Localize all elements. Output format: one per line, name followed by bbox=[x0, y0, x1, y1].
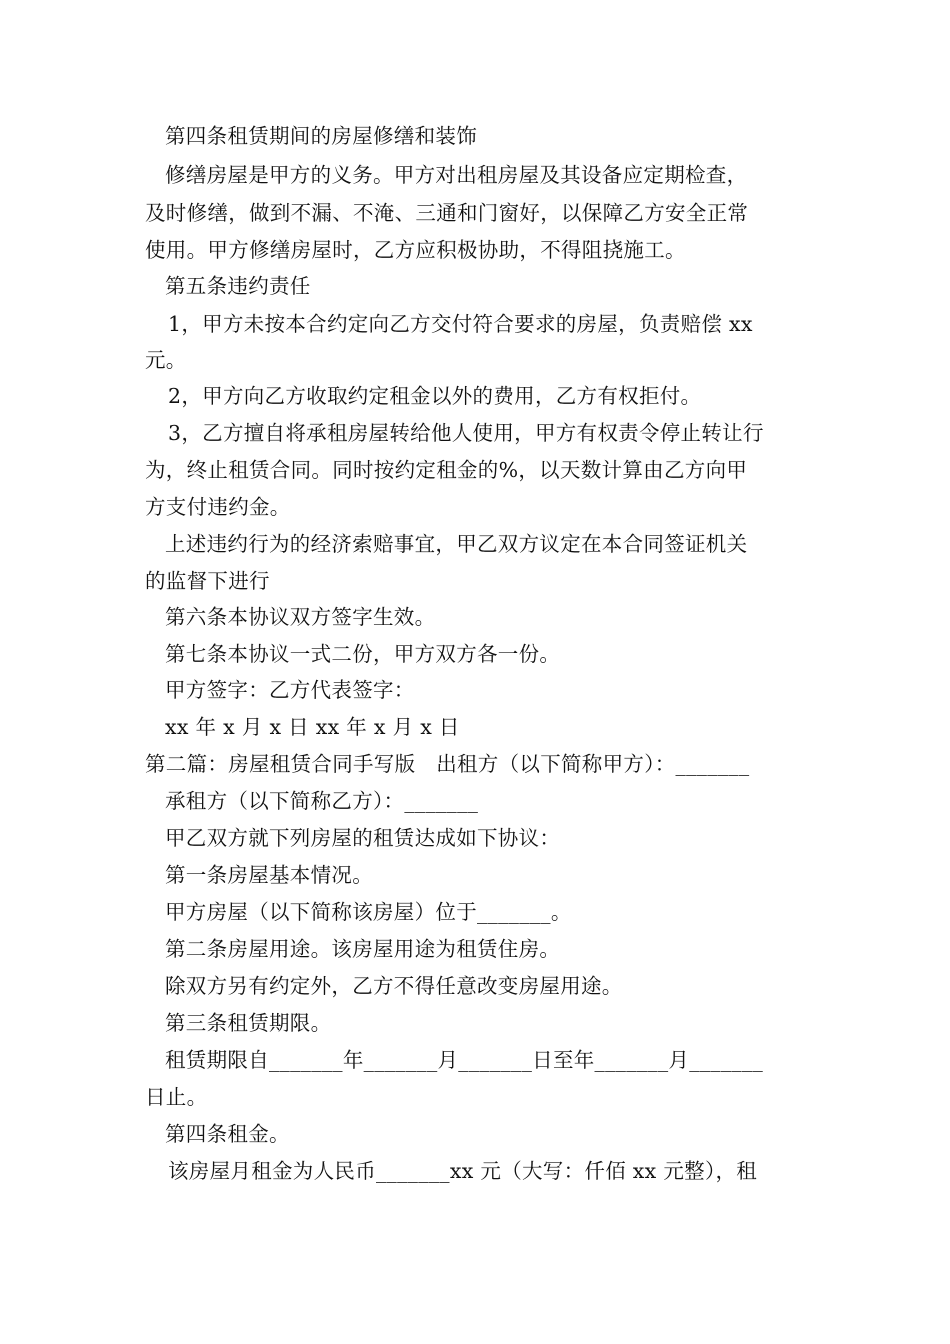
article-7-heading: 第七条本协议一式二份，甲方双方各一份。 bbox=[165, 642, 561, 666]
article-4-heading: 第四条租赁期间的房屋修缮和装饰 bbox=[165, 124, 477, 148]
paragraph-line: 1，甲方未按本合约定向乙方交付符合要求的房屋，负责赔偿 xx bbox=[168, 312, 753, 336]
paragraph-line: 甲方房屋（以下简称该房屋）位于_______。 bbox=[165, 900, 572, 924]
article-4-rent-heading: 第四条租金。 bbox=[165, 1122, 290, 1146]
date-line: xx 年 x 月 x 日 xx 年 x 月 x 日 bbox=[165, 715, 460, 739]
section-2-title: 第二篇：房屋租赁合同手写版 出租方（以下简称甲方）：_______ bbox=[145, 752, 750, 776]
signature-line: 甲方签字：乙方代表签字： bbox=[165, 678, 415, 702]
paragraph-line: 2，甲方向乙方收取约定租金以外的费用，乙方有权拒付。 bbox=[168, 384, 702, 408]
paragraph-line: 方支付违约金。 bbox=[145, 495, 291, 519]
paragraph-line: 日止。 bbox=[145, 1085, 208, 1109]
article-2-heading: 第二条房屋用途。该房屋用途为租赁住房。 bbox=[165, 937, 561, 961]
article-5-heading: 第五条违约责任 bbox=[165, 274, 311, 298]
paragraph-line: 该房屋月租金为人民币_______xx 元（大写：仟佰 xx 元整），租 bbox=[168, 1159, 758, 1183]
paragraph-line: 租赁期限自_______年_______月_______日至年_______月_______ bbox=[165, 1048, 764, 1072]
article-6-heading: 第六条本协议双方签字生效。 bbox=[165, 605, 436, 629]
paragraph-line: 3，乙方擅自将承租房屋转给他人使用，甲方有权责令停止转让行 bbox=[168, 421, 764, 445]
paragraph-line: 及时修缮，做到不漏、不淹、三通和门窗好，以保障乙方安全正常 bbox=[145, 201, 749, 225]
paragraph-line: 修缮房屋是甲方的义务。甲方对出租房屋及其设备应定期检查， bbox=[165, 163, 748, 187]
paragraph-line: 使用。甲方修缮房屋时，乙方应积极协助，不得阻挠施工。 bbox=[145, 238, 686, 262]
paragraph-line: 的监督下进行 bbox=[145, 569, 270, 593]
paragraph-line: 甲乙双方就下列房屋的租赁达成如下协议： bbox=[165, 826, 561, 850]
paragraph-line: 为，终止租赁合同。同时按约定租金的%，以天数计算由乙方向甲 bbox=[145, 458, 748, 482]
paragraph-line: 上述违约行为的经济索赔事宜，甲乙双方议定在本合同签证机关 bbox=[165, 532, 748, 556]
paragraph-line: 承租方（以下简称乙方）：_______ bbox=[165, 789, 479, 813]
paragraph-line: 元。 bbox=[145, 348, 187, 372]
paragraph-line: 除双方另有约定外，乙方不得任意改变房屋用途。 bbox=[165, 974, 623, 998]
article-3-heading: 第三条租赁期限。 bbox=[165, 1011, 332, 1035]
article-1-heading: 第一条房屋基本情况。 bbox=[165, 863, 373, 887]
